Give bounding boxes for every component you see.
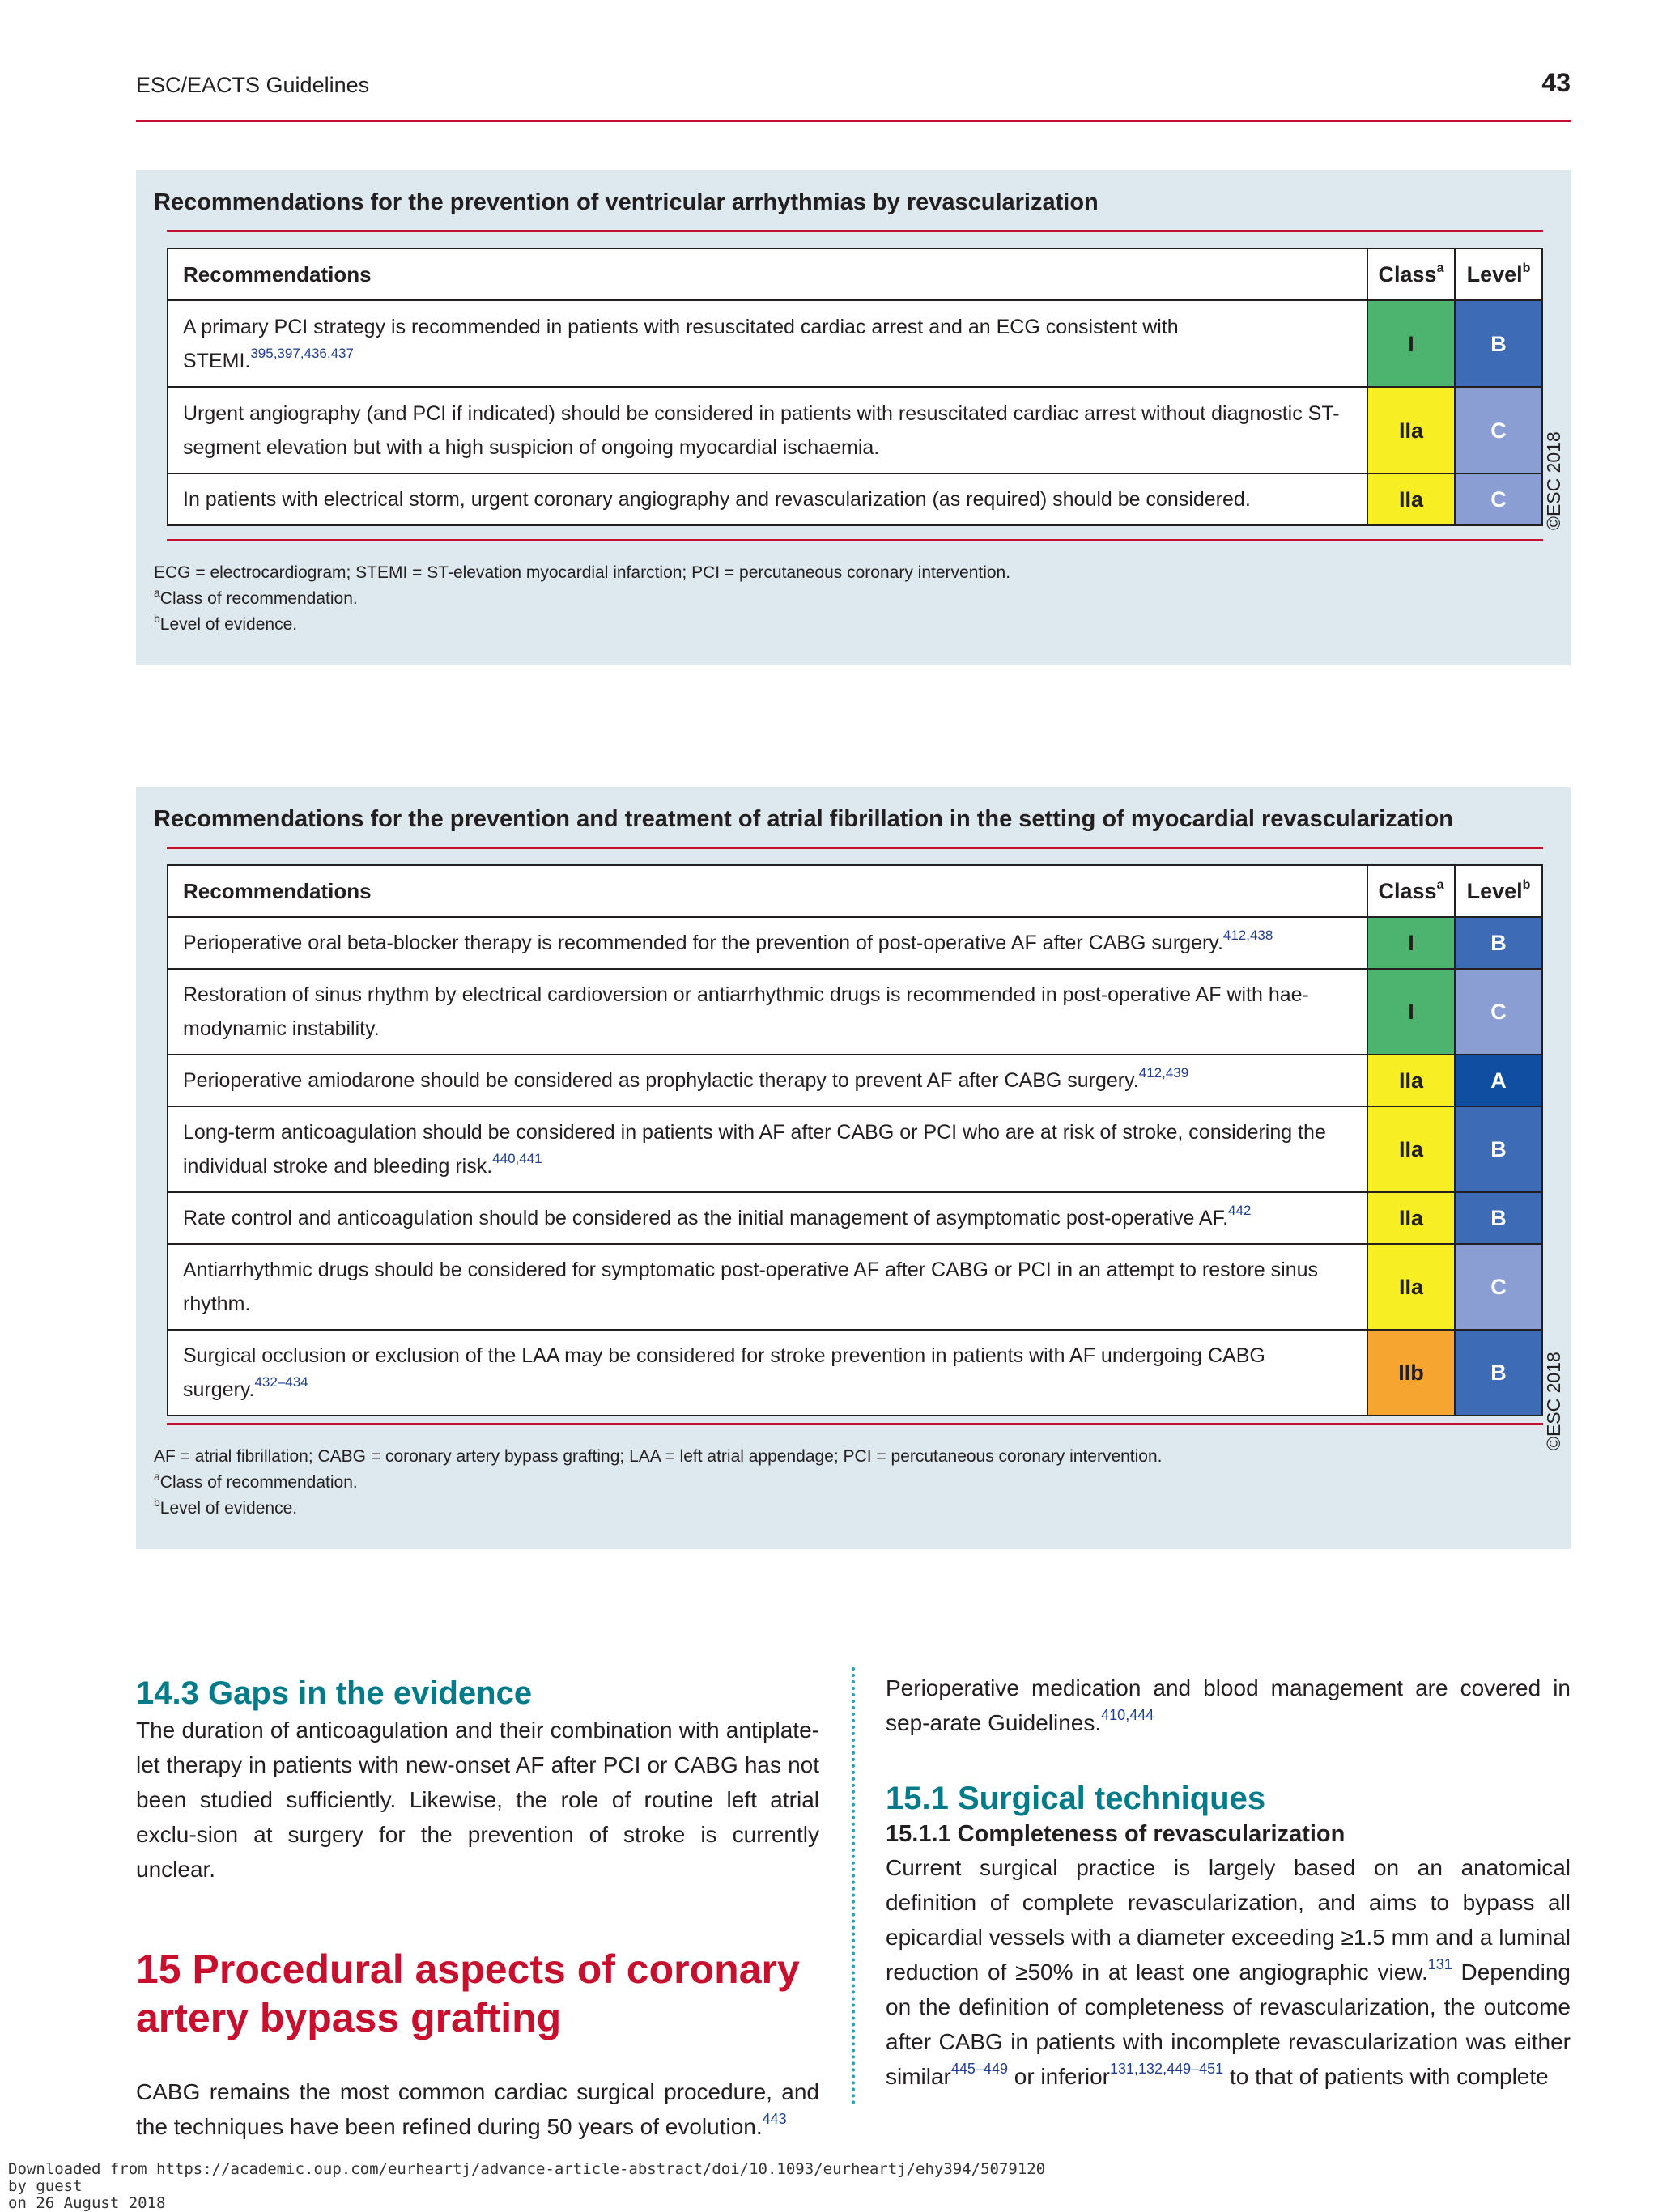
level-badge: C bbox=[1455, 473, 1542, 525]
class-badge: I bbox=[1367, 300, 1455, 387]
level-badge: C bbox=[1455, 969, 1542, 1055]
col-recommendations-header: Recommendations bbox=[168, 248, 1367, 300]
abbreviations: ECG = electrocardiogram; STEMI = ST-elevation myocardial infarction; PCI = percutaneous coronary intervention. bbox=[154, 563, 1011, 582]
header-rule bbox=[136, 120, 1571, 122]
table2-footnotes bbox=[154, 1444, 1163, 1522]
col-recommendations-header: Recommendations bbox=[168, 865, 1367, 917]
table1-bottom-rule bbox=[167, 539, 1543, 541]
table-row bbox=[168, 1192, 1542, 1244]
paragraph-perioperative: Perioperative medication and blood management are covered in sep-arate Guidelines.$^{410,444}$ bbox=[886, 1675, 1571, 1735]
paragraph-cabg-intro: CABG remains the most common cardiac surgical procedure, and the techniques have been refined during 50 years of evolution.$^{443}$ bbox=[136, 2079, 819, 2139]
footnote-a: $^a$Class of recommendation. bbox=[154, 586, 358, 608]
section-heading-15-1-1: 15.1.1 Completeness of revascularization bbox=[886, 1821, 1346, 1847]
col-level-header: Level$^b$ bbox=[1455, 248, 1542, 300]
section-heading-15-1: 15.1 Surgical techniques bbox=[886, 1781, 1266, 1816]
table-row bbox=[168, 969, 1542, 1055]
class-badge: I bbox=[1367, 917, 1455, 969]
class-badge: IIa bbox=[1367, 387, 1455, 473]
recommendation-text: Perioperative oral beta-blocker therapy is recommended for the prevention of post-operative AF after CABG surgery.$^{412,438}$ bbox=[168, 917, 1367, 969]
class-badge: IIa bbox=[1367, 1192, 1455, 1244]
col-level-header: Level$^b$ bbox=[1455, 865, 1542, 917]
recommendation-text: A primary PCI strategy is recommended in patients with resuscitated cardiac arrest and an ECG consistent with STEMI.$^{395,397,436,437}$ bbox=[168, 300, 1367, 387]
table1-title: Recommendations for the prevention of ventricular arrhythmias by revascularization bbox=[154, 189, 1099, 215]
table1 bbox=[167, 248, 1543, 526]
table1-top-rule bbox=[167, 230, 1543, 232]
abbreviations: AF = atrial fibrillation; CABG = coronary artery bypass grafting; LAA = left atrial appendage; PCI = percutaneous coronary intervention. bbox=[154, 1447, 1163, 1466]
recommendation-box-atrial-fibrillation bbox=[136, 787, 1571, 1549]
class-badge: IIa bbox=[1367, 1106, 1455, 1192]
page-number: 43 bbox=[1541, 68, 1571, 97]
table-row bbox=[168, 1055, 1542, 1106]
section-heading-14-3: 14.3 Gaps in the evidence bbox=[136, 1675, 533, 1711]
level-badge: B bbox=[1455, 917, 1542, 969]
table-header-row bbox=[168, 865, 1542, 917]
recommendation-text: Urgent angiography (and PCI if indicated) should be considered in patients with resuscitated cardiac arrest without diagnostic ST-segment elevation but with a high suspicion of ongoing myocardial ischaemia. bbox=[168, 387, 1367, 473]
class-badge: IIa bbox=[1367, 1244, 1455, 1330]
paragraph-gaps-evidence: The duration of anticoagulation and their combination with antiplate-let therapy in patients with new-onset AF after PCI or CABG has not been studied sufficiently. Likewise, the role of routine left atrial exclu-sion at surgery for the prevention of stroke is currently unclear. bbox=[136, 1717, 819, 1882]
right-column bbox=[886, 1671, 1571, 2094]
recommendation-text: Restoration of sinus rhythm by electrical cardioversion or antiarrhythmic drugs is recommended in post-operative AF with hae-modynamic instability. bbox=[168, 969, 1367, 1055]
level-badge: C bbox=[1455, 387, 1542, 473]
table-row bbox=[168, 1330, 1542, 1416]
recommendation-text: Surgical occlusion or exclusion of the LAA may be considered for stroke prevention in patients with AF undergoing CABG surgery.$^{432-434}$ bbox=[168, 1330, 1367, 1416]
level-badge: B bbox=[1455, 300, 1542, 387]
table1-footnotes bbox=[154, 560, 1010, 638]
recommendation-text: Long-term anticoagulation should be considered in patients with AF after CABG or PCI who are at risk of stroke, considering the individual stroke and bleeding risk.$^{440,441}$ bbox=[168, 1106, 1367, 1192]
table2 bbox=[167, 864, 1543, 1416]
left-column bbox=[136, 1674, 819, 2144]
table-header-row bbox=[168, 248, 1542, 300]
table-row bbox=[168, 1244, 1542, 1330]
recommendation-text: Perioperative amiodarone should be considered as prophylactic therapy to prevent AF after CABG surgery.$^{412,439}$ bbox=[168, 1055, 1367, 1106]
class-badge: IIa bbox=[1367, 473, 1455, 525]
level-badge: A bbox=[1455, 1055, 1542, 1106]
col-class-header: Class$^a$ bbox=[1367, 865, 1455, 917]
level-badge: C bbox=[1455, 1244, 1542, 1330]
recommendation-box-ventricular-arrhythmias bbox=[136, 170, 1571, 665]
class-badge: I bbox=[1367, 969, 1455, 1055]
footnote-a: $^a$Class of recommendation. bbox=[154, 1470, 358, 1492]
download-watermark: Downloaded from https://academic.oup.com/eurheartj/advance-article-abstract/doi/10.1093/eurheartj/ehy394/5079120 by guest on 26 August 2018 bbox=[8, 2160, 1046, 2212]
class-badge: IIb bbox=[1367, 1330, 1455, 1416]
level-badge: B bbox=[1455, 1192, 1542, 1244]
class-badge: IIa bbox=[1367, 1055, 1455, 1106]
paragraph-completeness: Current surgical practice is largely based on an anatomical definition of complete revascularization, and aims to bypass all epicardial vessels with a diameter exceeding ≥1.5 mm and a luminal reduction of ≥50% in at least one angiographic view.$^{131}$ Depending on the definition of completeness of revascularization, the outcome after CABG in patients with incomplete revascularization was either similar$^{445-449}$ or inferior$^{131,132,449-451}$ to that of patients with complete bbox=[886, 1855, 1571, 2089]
level-badge: B bbox=[1455, 1106, 1542, 1192]
level-badge: B bbox=[1455, 1330, 1542, 1416]
table2-bottom-rule bbox=[167, 1423, 1543, 1425]
table-row bbox=[168, 917, 1542, 969]
table-row bbox=[168, 387, 1542, 473]
table-row bbox=[168, 1106, 1542, 1192]
footnote-b: $^b$Level of evidence. bbox=[154, 612, 298, 634]
esc-copyright: ©ESC 2018 bbox=[1543, 1352, 1564, 1450]
col-class-header: Class$^a$ bbox=[1367, 248, 1455, 300]
esc-copyright: ©ESC 2018 bbox=[1543, 431, 1564, 530]
recommendation-text: Antiarrhythmic drugs should be considered for symptomatic post-operative AF after CABG or PCI in an attempt to restore sinus rhythm. bbox=[168, 1244, 1367, 1330]
table-row bbox=[168, 300, 1542, 387]
section-heading-15: 15 Procedural aspects of coronary artery bypass grafting bbox=[136, 1947, 800, 2040]
table-row bbox=[168, 473, 1542, 525]
column-divider bbox=[852, 1667, 855, 2104]
running-title: ESC/EACTS Guidelines bbox=[136, 73, 370, 97]
recommendation-text: In patients with electrical storm, urgent coronary angiography and revascularization (as required) should be considered. bbox=[168, 473, 1367, 525]
footnote-b: $^b$Level of evidence. bbox=[154, 1496, 298, 1518]
recommendation-text: Rate control and anticoagulation should be considered as the initial management of asymptomatic post-operative AF.$^{442}$ bbox=[168, 1192, 1367, 1244]
table2-top-rule bbox=[167, 847, 1543, 849]
table2-title: Recommendations for the prevention and treatment of atrial fibrillation in the setting of myocardial revascularization bbox=[154, 806, 1453, 832]
